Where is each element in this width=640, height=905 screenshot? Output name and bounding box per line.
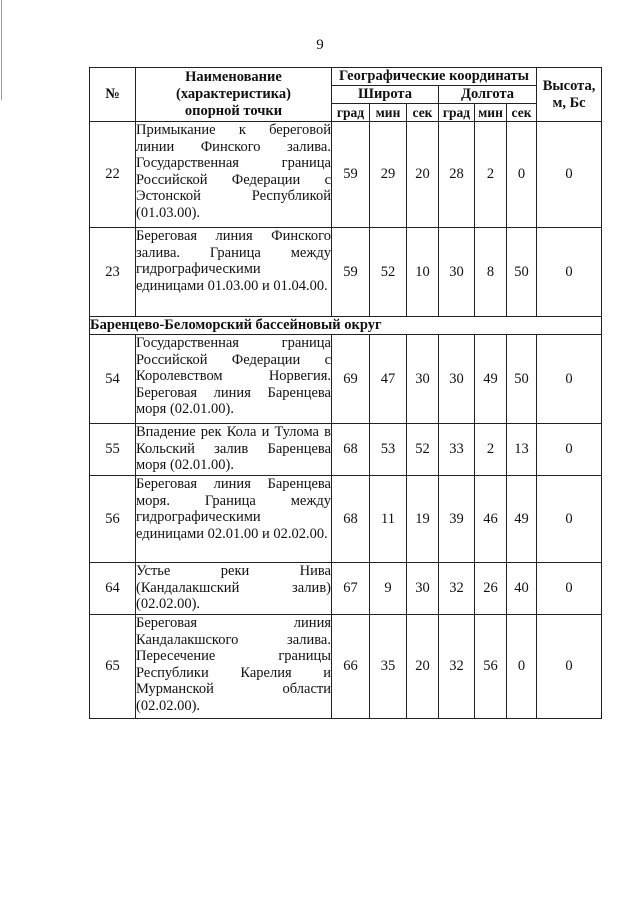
lat-min: 47 — [370, 335, 407, 424]
lon-deg: 30 — [439, 228, 475, 317]
height: 0 — [537, 615, 602, 719]
lat-sec: 20 — [407, 122, 439, 228]
header-name — [136, 68, 332, 122]
row-name: Береговая линия Финского залива. Граница между гидрографическими единицами 01.03.00 и 01.04.00. — [136, 228, 332, 317]
lat-deg: 67 — [332, 563, 370, 615]
header-name-line1: Наименование — [185, 69, 282, 85]
height: 0 — [537, 122, 602, 228]
header-lat-sec: сек — [407, 104, 439, 122]
row-name: Впадение рек Кола и Тулома в Кольский залив Баренцева моря (02.01.00). — [136, 424, 332, 476]
row-name: Примыкание к береговой линии Финского залива. Государственная граница Российской Федерации с Эстонской Республикой (01.03.00). — [136, 122, 332, 228]
row-name: Береговая линия Кандалакшского залива. Пересечение границы Республики Карелия и Мурманской области (02.02.00). — [136, 615, 332, 719]
height: 0 — [537, 476, 602, 563]
section-row — [90, 317, 602, 335]
lat-deg: 59 — [332, 122, 370, 228]
header-lat-deg: град — [332, 104, 370, 122]
lon-min: 49 — [475, 335, 507, 424]
row-number: 54 — [90, 335, 136, 424]
table-row — [90, 424, 602, 476]
lon-deg: 39 — [439, 476, 475, 563]
lon-min: 56 — [475, 615, 507, 719]
row-name: Устье реки Нива (Кандалакшский залив) (02.02.00). — [136, 563, 332, 615]
header-lat-min: мин — [370, 104, 407, 122]
height: 0 — [537, 335, 602, 424]
lat-deg: 68 — [332, 424, 370, 476]
lon-sec: 50 — [507, 228, 537, 317]
table-row — [90, 335, 602, 424]
lon-sec: 49 — [507, 476, 537, 563]
lat-deg: 66 — [332, 615, 370, 719]
header-longitude: Долгота — [439, 86, 537, 104]
row-number: 65 — [90, 615, 136, 719]
lon-deg: 28 — [439, 122, 475, 228]
lon-deg: 32 — [439, 615, 475, 719]
lat-sec: 30 — [407, 563, 439, 615]
lon-deg: 30 — [439, 335, 475, 424]
lon-min: 2 — [475, 122, 507, 228]
lon-sec: 13 — [507, 424, 537, 476]
header-name-line2: (характеристика) — [176, 86, 291, 102]
lon-deg: 33 — [439, 424, 475, 476]
row-number: 22 — [90, 122, 136, 228]
lon-min: 26 — [475, 563, 507, 615]
lon-sec: 0 — [507, 122, 537, 228]
lat-deg: 69 — [332, 335, 370, 424]
header-lon-deg: град — [439, 104, 475, 122]
header-name-line3: опорной точки — [184, 103, 283, 119]
lon-sec: 40 — [507, 563, 537, 615]
row-number: 64 — [90, 563, 136, 615]
lat-min: 53 — [370, 424, 407, 476]
header-lon-min: мин — [475, 104, 507, 122]
row-number: 23 — [90, 228, 136, 317]
row-number: 55 — [90, 424, 136, 476]
height: 0 — [537, 563, 602, 615]
header-latitude: Широта — [332, 86, 439, 104]
lat-sec: 20 — [407, 615, 439, 719]
table-row — [90, 476, 602, 563]
lon-min: 46 — [475, 476, 507, 563]
reference-points-table — [89, 67, 602, 719]
lon-sec: 50 — [507, 335, 537, 424]
lat-min: 11 — [370, 476, 407, 563]
lon-deg: 32 — [439, 563, 475, 615]
height: 0 — [537, 228, 602, 317]
table-row — [90, 228, 602, 317]
table-header — [90, 68, 602, 122]
lon-sec: 0 — [507, 615, 537, 719]
header-height-line1: Высота, — [542, 77, 596, 94]
lat-min: 29 — [370, 122, 407, 228]
lat-sec: 52 — [407, 424, 439, 476]
header-height — [537, 68, 602, 122]
lon-min: 8 — [475, 228, 507, 317]
header-number: № — [90, 68, 136, 122]
table-body-group1 — [90, 122, 602, 719]
table-row — [90, 563, 602, 615]
lat-deg: 59 — [332, 228, 370, 317]
header-height-line2: м, Бс — [552, 94, 586, 111]
row-name: Государственная граница Российской Федерации с Королевством Норвегия. Береговая линия Баренцева моря (02.01.00). — [136, 335, 332, 424]
header-lon-sec: сек — [507, 104, 537, 122]
row-name: Береговая линия Баренцева моря. Граница между гидрографическими единицами 02.01.00 и 02.02.00. — [136, 476, 332, 563]
lat-deg: 68 — [332, 476, 370, 563]
lat-sec: 30 — [407, 335, 439, 424]
lat-min: 35 — [370, 615, 407, 719]
lat-sec: 10 — [407, 228, 439, 317]
height: 0 — [537, 424, 602, 476]
row-number: 56 — [90, 476, 136, 563]
lat-min: 9 — [370, 563, 407, 615]
table-row — [90, 122, 602, 228]
lat-sec: 19 — [407, 476, 439, 563]
page-number: 9 — [316, 37, 324, 53]
lon-min: 2 — [475, 424, 507, 476]
lat-min: 52 — [370, 228, 407, 317]
table-row — [90, 615, 602, 719]
header-geo-coordinates: Географические координаты — [332, 68, 537, 86]
section-title: Баренцево-Беломорский бассейновый округ — [90, 317, 602, 335]
